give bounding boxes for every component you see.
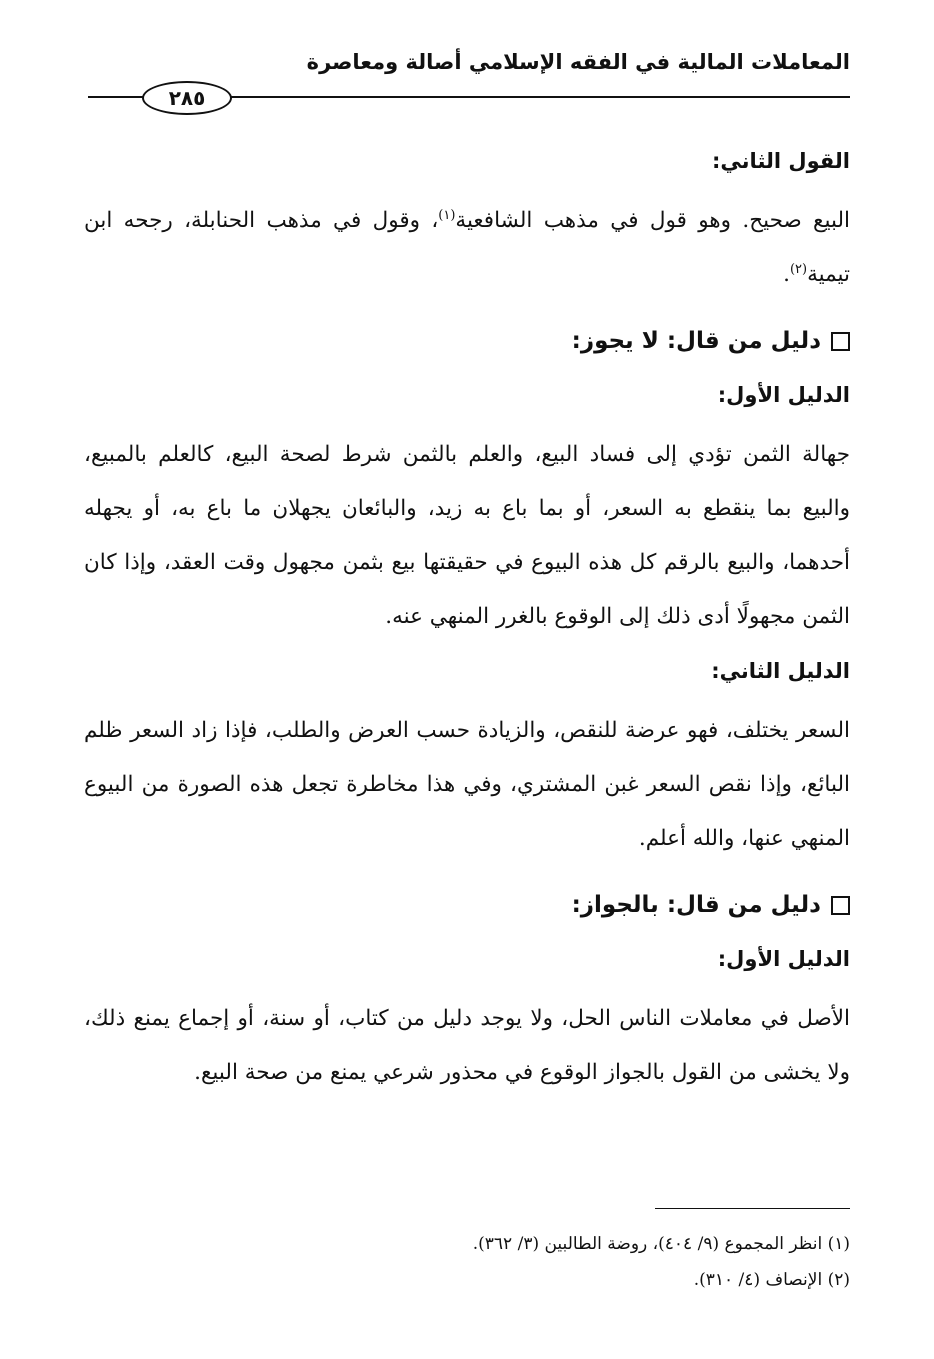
footnote-marker: (١)	[827, 1234, 850, 1254]
footnote-text: انظر المجموع (٩/ ٤٠٤)، روضة الطالبين (٣/ ٣٦٢).	[472, 1234, 823, 1254]
main-text	[84, 134, 850, 1100]
square-bullet-icon	[831, 896, 850, 915]
square-bullet-icon	[831, 332, 850, 351]
second-opinion-end: .	[783, 262, 790, 287]
footnote-rule	[655, 1208, 850, 1209]
page-number: ٢٨٥	[142, 81, 232, 115]
evidence-3-label: الدليل الأول:	[717, 947, 850, 971]
section-heading-text: دليل من قال: لا يجوز:	[571, 328, 821, 354]
footnote-ref-2[interactable]: (٢)	[789, 261, 808, 277]
evidence-2-label: الدليل الثاني:	[711, 659, 850, 683]
running-title: المعاملات المالية في الفقه الإسلامي أصالة ومعاصرة	[306, 50, 850, 74]
second-opinion-text-cont: ، وقول في مذهب الحنابلة، رجحه ابن تيمية	[84, 208, 850, 287]
footnote-text: الإنصاف (٤/ ٣١٠).	[693, 1270, 823, 1290]
evidence-2-text: السعر يختلف، فهو عرضة للنقص، والزيادة حسب العرض والطلب، فإذا زاد السعر ظلم البائع، وإذا نقص السعر غبن المشتري، وفي هذا مخاطرة تجعل هذه الصورة من البيوع المنهي عنها، والله أعلم.	[84, 718, 850, 851]
second-opinion-label: القول الثاني:	[712, 149, 850, 173]
evidence-1-label: الدليل الأول:	[717, 383, 850, 407]
section-heading-not-permitted	[84, 314, 850, 368]
section-heading-permitted	[84, 878, 850, 932]
footnotes	[84, 1226, 850, 1298]
section-heading-text: دليل من قال: بالجواز:	[571, 892, 821, 918]
evidence-3-text: الأصل في معاملات الناس الحل، ولا يوجد دليل من كتاب، أو سنة، أو إجماع يمنع ذلك، ولا يخشى من القول بالجواز الوقوع في محذور شرعي يمنع من صحة البيع.	[84, 1006, 851, 1085]
footnote-marker: (٢)	[827, 1270, 850, 1290]
second-opinion-text: البيع صحيح. وهو قول في مذهب الشافعية	[455, 208, 850, 233]
footnote-1	[84, 1226, 850, 1262]
footnote-ref-1[interactable]: (١)	[438, 207, 456, 223]
evidence-1-text: جهالة الثمن تؤدي إلى فساد البيع، والعلم بالثمن شرط لصحة البيع، كالعلم بالمبيع، والبيع بما ينقطع به السعر، أو بما باع به زيد، والبائعان يجهلان ما باع به، أو يجهله أحدهما، والبيع بالرقم كل هذه البيوع في حقيقتها بيع بثمن مجهول وقت العقد، وإذا كان الثمن مجهولًا أدى ذلك إلى الوقوع بالغرر المنهي عنه.	[84, 442, 850, 629]
second-opinion-paragraph	[84, 194, 850, 302]
footnote-2	[84, 1262, 850, 1298]
